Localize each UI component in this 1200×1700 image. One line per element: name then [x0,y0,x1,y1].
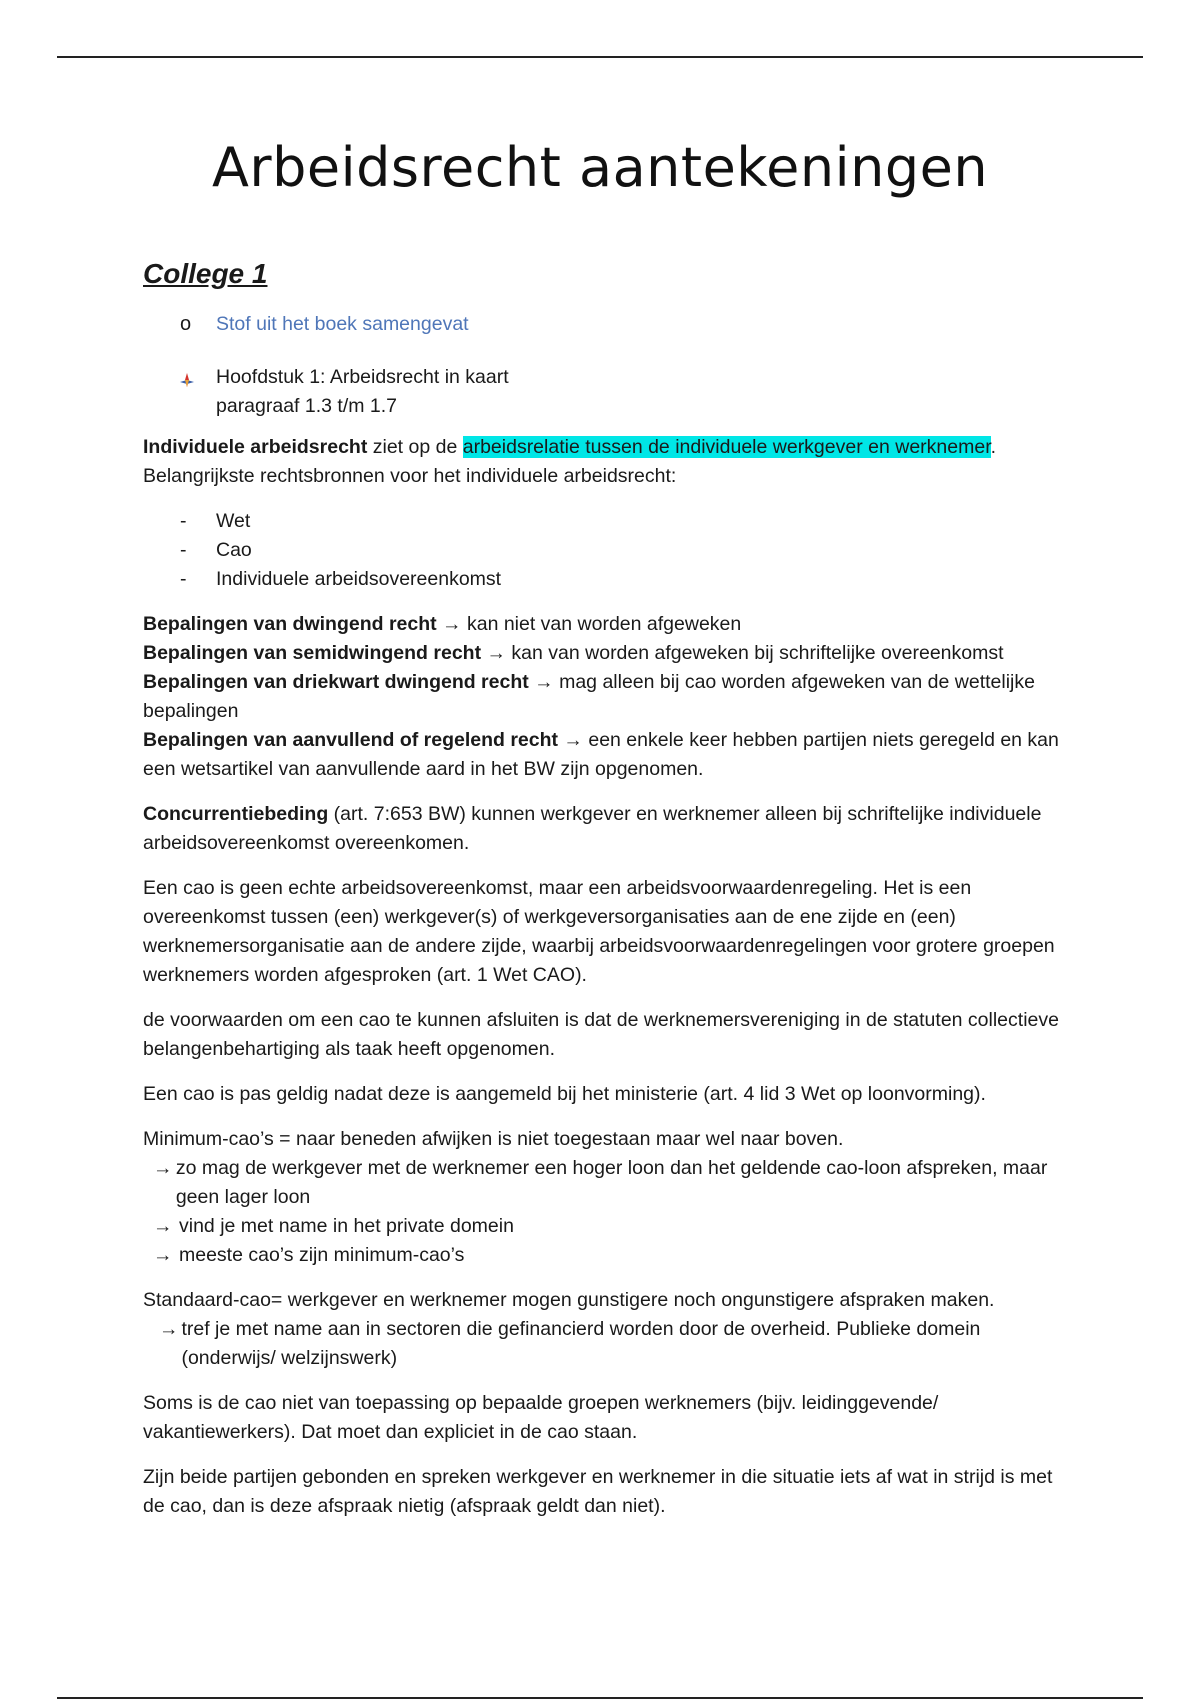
paragraph-cao: Een cao is geen echte arbeidsovereenkomst, maar een arbeidsvoorwaardenregeling. Het is een overeenkomst tussen (een) werkgever(s) of werkgeversorganisaties aan de ene zijde en (een) werknemersorganisatie aan de andere zijde, waarbij arbeidsvoorwaardenregelingen voor grotere groepen werknemers worden afgesproken (art. 1 Wet CAO). [143,877,1055,986]
arrow-item [143,1241,1063,1270]
arrow-icon: → [481,642,512,664]
text-segment: (art. 7:653 BW) kunnen werkgever en werknemer alleen bij schriftelijke individuele arbeidsovereenkomst overeenkomen. [143,803,1042,854]
paragraph-individueel [143,433,1063,491]
definition-term: Bepalingen van dwingend recht [143,613,437,635]
definition-text: kan van worden afgeweken bij schriftelijke overeenkomst [511,642,1004,664]
dash-bullet: - [180,510,187,532]
list-item [180,536,1063,565]
sources-intro: Belangrijkste rechtsbronnen voor het individuele arbeidsrecht: [143,465,677,487]
section-heading: College 1 [143,258,268,289]
arrow-icon: → [436,613,467,635]
paragraph-concurrentie [143,800,1063,858]
arrow-icon: → [558,729,589,751]
definition [143,726,1063,784]
minimum-cao-block [143,1125,1063,1270]
arrow-item [143,1212,1063,1241]
chapter-title: Hoofdstuk 1: Arbeidsrecht in kaart [216,366,509,388]
term-concurrentiebeding: Concurrentiebeding [143,803,329,825]
paragraph-voorwaarden: de voorwaarden om een cao te kunnen afsluiten is dat de werknemersvereniging in de statuten collectieve belangenbehartiging als taak heeft opgenomen. [143,1009,1059,1060]
list-item-text: Cao [216,539,252,561]
top-rule [57,56,1143,58]
arrow-icon: → [153,1157,173,1179]
page-title: Arbeidsrecht aantekeningen [211,136,989,199]
document-body [143,256,1063,1537]
list-item [180,507,1063,536]
arrow-item-text: meeste cao’s zijn minimum-cao’s [179,1244,465,1266]
arrow-item-text: zo mag de werkgever met de werknemer een hoger loon dan het geldende cao-loon afspreken, maar geen lager loon [175,1157,1048,1208]
arrow-item [143,1315,1063,1373]
paragraph-gebonden: Zijn beide partijen gebonden en spreken werkgever en werknemer in die situatie iets af wat in strijd is met de cao, dan is deze afspraak nietig (afspraak geldt dan niet). [143,1466,1053,1517]
sources-list [143,507,1063,594]
chapter-paragraphs: paragraaf 1.3 t/m 1.7 [216,395,398,417]
summary-bullet [180,310,1063,339]
definition [143,610,1063,639]
text-segment: . [990,436,997,458]
definition-term: Bepalingen van semidwingend recht [143,642,482,664]
arrow-item-text: vind je met name in het private domein [179,1215,514,1237]
dash-bullet: - [180,568,187,590]
arrow-item [143,1154,1063,1212]
highlighted-text: arbeidsrelatie tussen de individuele werkgever en werknemer [462,436,991,458]
standaard-cao-intro: Standaard-cao= werkgever en werknemer mogen gunstigere noch ongunstigere afspraken maken. [143,1289,995,1311]
definition-text: mag alleen bij cao worden afgeweken van de wettelijke bepalingen [143,671,1035,722]
term-individueel: Individuele arbeidsrecht [143,436,368,458]
list-item [180,565,1063,594]
star-bullet-icon [180,363,216,421]
paragraph-geldig: Een cao is pas geldig nadat deze is aangemeld bij het ministerie (art. 4 lid 3 Wet op loonvorming). [143,1083,986,1105]
bottom-rule [57,1697,1143,1699]
arrow-icon: → [153,1244,173,1266]
definition [143,639,1063,668]
list-item-text: Wet [216,510,251,532]
arrow-icon: → [153,1215,173,1237]
list-item-text: Individuele arbeidsovereenkomst [216,568,502,590]
definition [143,668,1063,726]
definition-text: een enkele keer hebben partijen niets geregeld en kan een wetsartikel van aanvullende aard in het BW zijn opgenomen. [143,729,1059,780]
chapter-bullet [180,363,1063,421]
definitions-block [143,610,1063,784]
definition-term: Bepalingen van driekwart dwingend recht [143,671,529,693]
arrow-icon: → [159,1318,179,1340]
text-segment: ziet op de [367,436,463,458]
minimum-cao-intro: Minimum-cao’s = naar beneden afwijken is niet toegestaan maar wel naar boven. [143,1128,844,1150]
arrow-icon: → [528,671,560,693]
definition-term: Bepalingen van aanvullend of regelend recht [143,729,559,751]
definition-text: kan niet van worden afgeweken [466,613,742,635]
paragraph-soms: Soms is de cao niet van toepassing op bepaalde groepen werknemers (bijv. leidinggevende/ vakantiewerkers). Dat moet dan expliciet in de cao staan. [143,1392,939,1443]
summary-link[interactable]: Stof uit het boek samengevat [216,313,469,335]
standaard-cao-block [143,1286,1063,1373]
circle-bullet: o [180,313,192,335]
arrow-item-text: tref je met name aan in sectoren die gefinancierd worden door de overheid. Publieke domein (onderwijs/ welzijnswerk) [181,1318,981,1369]
dash-bullet: - [180,539,187,561]
